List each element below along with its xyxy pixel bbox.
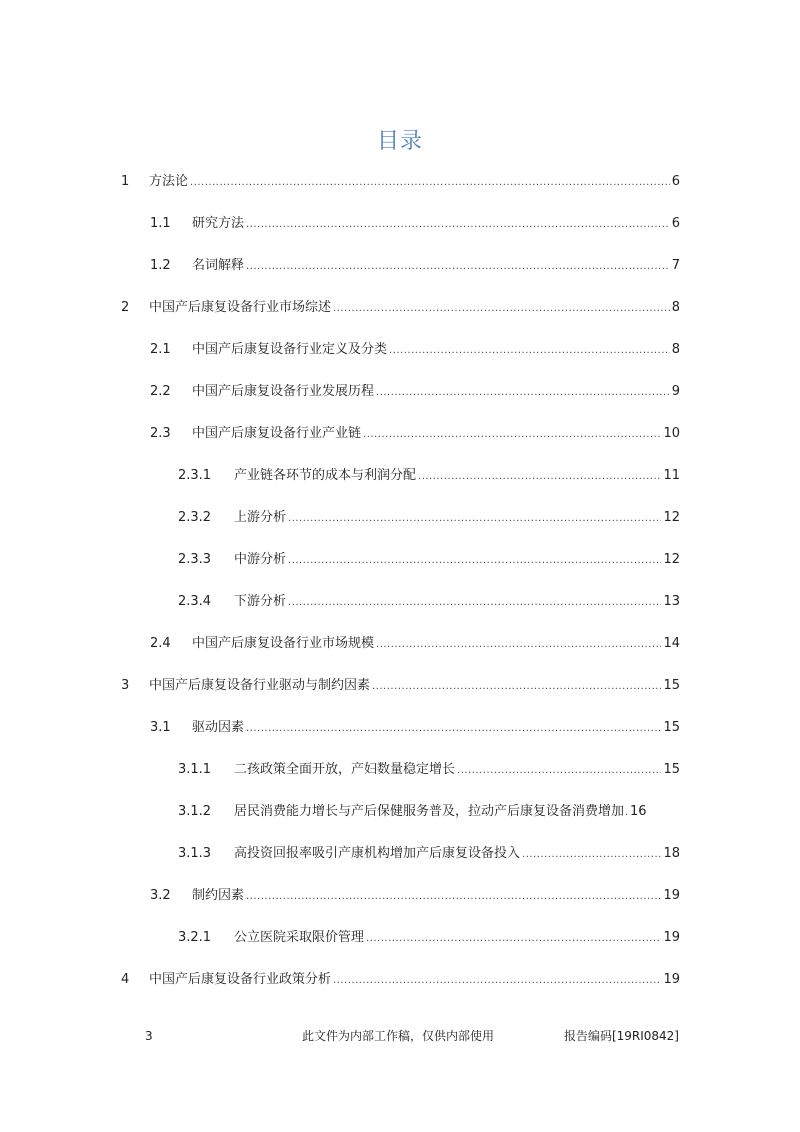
toc-entry-page: 19 (663, 930, 680, 945)
toc-entry[interactable] (178, 928, 680, 948)
toc-entry-page: 14 (663, 636, 680, 651)
toc-entry-number: 3.2.1 (178, 930, 212, 945)
toc-entry[interactable] (178, 550, 680, 570)
toc-entry[interactable] (150, 214, 680, 234)
toc-entry-number: 4 (121, 972, 130, 987)
toc-entry-number: 2.4 (150, 636, 171, 651)
toc-entry-title: 制约因素 (192, 888, 245, 903)
toc-entry-title: 居民消费能力增长与产后保健服务普及，拉动产后康复设备消费增加 (234, 804, 625, 819)
footer-page-number: 3 (145, 1029, 153, 1043)
toc-entry-number: 3.1.2 (178, 804, 212, 819)
toc-entry-page: 6 (671, 174, 680, 189)
toc-entry-page: 9 (671, 384, 680, 399)
toc-entry-page: 15 (663, 720, 680, 735)
toc-entry[interactable] (150, 340, 680, 360)
toc-entry[interactable] (150, 382, 680, 402)
toc-dot-leader (372, 677, 661, 697)
toc-entry-page: 16 (630, 804, 647, 819)
toc-entry-number: 2.3.1 (178, 468, 212, 483)
toc-entry-page: 12 (663, 552, 680, 567)
toc-entry-number: 3.1.3 (178, 846, 212, 861)
toc-entry-number: 2 (121, 300, 130, 315)
toc-dot-leader (376, 635, 661, 655)
toc-entry[interactable] (150, 634, 680, 654)
toc-entry[interactable] (178, 592, 680, 612)
toc-dot-leader (522, 845, 661, 865)
toc-entry-number: 3 (121, 678, 130, 693)
toc-dot-leader (389, 341, 670, 361)
toc-entry-number: 1 (121, 174, 130, 189)
toc-entry-title: 产业链各环节的成本与利润分配 (234, 468, 417, 483)
toc-entry-title: 驱动因素 (192, 720, 245, 735)
toc-entry-number: 3.1 (150, 720, 171, 735)
toc-dot-leader (376, 383, 670, 403)
footer-report-code: 报告编码[19RI0842] (563, 1029, 679, 1043)
toc-entry[interactable] (121, 970, 680, 990)
toc-entry-page: 15 (663, 762, 680, 777)
toc-entry-title: 公立医院采取限价管理 (234, 930, 365, 945)
toc-entry-title: 上游分析 (234, 510, 287, 525)
toc-entry-page: 6 (671, 216, 680, 231)
toc-dot-leader (246, 719, 661, 739)
toc-entry[interactable] (121, 172, 680, 192)
toc-dot-leader (288, 509, 661, 529)
toc-entry-title: 名词解释 (192, 258, 245, 273)
toc-entry-number: 1.2 (150, 258, 171, 273)
toc-entry-title: 中国产后康复设备行业驱动与制约因素 (149, 678, 371, 693)
toc-dot-leader (246, 257, 670, 277)
toc-entry-title: 研究方法 (192, 216, 245, 231)
toc-entry-page: 18 (663, 846, 680, 861)
toc-dot-leader (190, 173, 670, 193)
toc-entry-title: 下游分析 (234, 594, 287, 609)
toc-entry[interactable] (178, 844, 680, 864)
toc-entry[interactable] (121, 676, 680, 696)
toc-entry-number: 2.3.4 (178, 594, 212, 609)
toc-dot-leader (333, 971, 661, 991)
toc-entry-page: 19 (663, 888, 680, 903)
toc-entry[interactable] (150, 718, 680, 738)
toc-entry-title: 方法论 (149, 174, 189, 189)
toc-entry[interactable] (150, 886, 680, 906)
toc-entry-page: 19 (663, 972, 680, 987)
toc-entry-title: 高投资回报率吸引产康机构增加产后康复设备投入 (234, 846, 521, 861)
toc-entry-number: 3.1.1 (178, 762, 212, 777)
toc-entry[interactable] (178, 466, 680, 486)
toc-entry-title: 二孩政策全面开放，产妇数量稳定增长 (234, 762, 456, 777)
toc-entry-number: 2.1 (150, 342, 171, 357)
toc-dot-leader (246, 887, 661, 907)
toc-entry-number: 2.3 (150, 426, 171, 441)
toc-entry-number: 3.2 (150, 888, 171, 903)
toc-entry-title: 中国产后康复设备行业市场综述 (149, 300, 332, 315)
toc-dot-leader (363, 425, 661, 445)
toc-entry-page: 11 (663, 468, 680, 483)
footer-notice: 此文件为内部工作稿，仅供内部使用 (302, 1029, 495, 1043)
toc-entry[interactable] (150, 256, 680, 276)
toc-entry-page: 8 (671, 342, 680, 357)
toc-entry-title: 中国产后康复设备行业政策分析 (149, 972, 332, 987)
toc-entry-title: 中国产后康复设备行业发展历程 (192, 384, 375, 399)
page-title: 目录 (376, 129, 423, 154)
toc-dot-leader (457, 761, 661, 781)
toc-entry[interactable] (178, 508, 680, 528)
toc-entry-page: 15 (663, 678, 680, 693)
toc-dot-leader (288, 593, 661, 613)
toc-entry-title: 中国产后康复设备行业市场规模 (192, 636, 375, 651)
toc-entry-page: 7 (671, 258, 680, 273)
toc-entry-page: 10 (663, 426, 680, 441)
toc-entry-title: 中游分析 (234, 552, 287, 567)
toc-entry-page: 12 (663, 510, 680, 525)
toc-dot-leader (625, 803, 629, 823)
toc-entry-number: 2.3.2 (178, 510, 212, 525)
toc-entry-title: 中国产后康复设备行业产业链 (192, 426, 362, 441)
toc-entry-page: 8 (671, 300, 680, 315)
toc-dot-leader (288, 551, 661, 571)
toc-entry-number: 1.1 (150, 216, 171, 231)
toc-entry[interactable] (178, 760, 680, 780)
toc-entry[interactable] (178, 802, 680, 822)
page-footer (0, 1027, 800, 1045)
toc-dot-leader (246, 215, 670, 235)
toc-dot-leader (418, 467, 661, 487)
toc-dot-leader (366, 929, 661, 949)
toc-entry-title: 中国产后康复设备行业定义及分类 (192, 342, 388, 357)
toc-entry-page: 13 (663, 594, 680, 609)
toc-dot-leader (333, 299, 670, 319)
toc-entry-number: 2.2 (150, 384, 171, 399)
toc-entry[interactable] (121, 298, 680, 318)
toc-entry-number: 2.3.3 (178, 552, 212, 567)
toc-entry[interactable] (150, 424, 680, 444)
